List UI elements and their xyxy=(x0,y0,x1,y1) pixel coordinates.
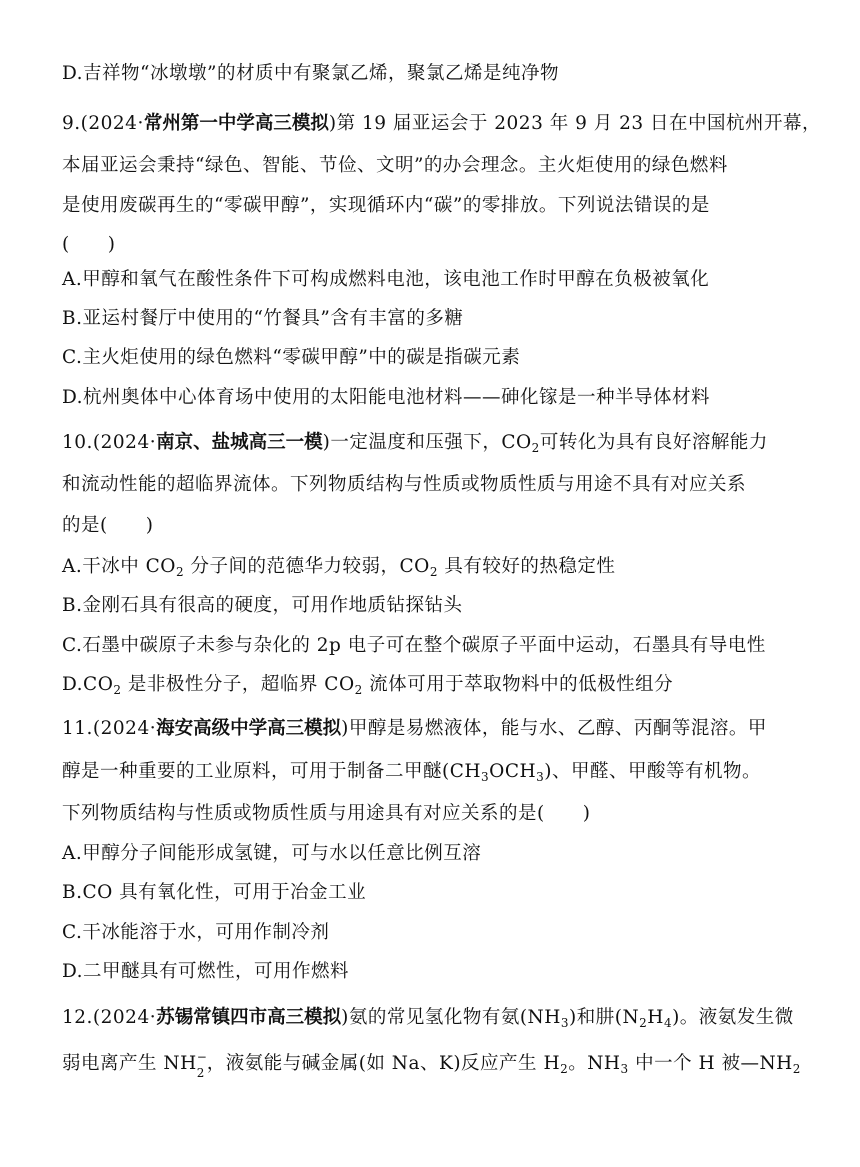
q9-option-d: D.杭州奥体中心体育场中使用的太阳能电池材料——砷化镓是一种半导体材料 xyxy=(62,387,711,408)
q10-stem-text-b: 可转化为具有良好溶解能力 xyxy=(539,432,768,453)
q12-stem-2b: ，液氨能与碱金属(如 Na、K)反应产生 H xyxy=(206,1053,561,1074)
q12-stem-2c: 。NH xyxy=(568,1053,621,1074)
q9-option-c: C.主火炬使用的绿色燃料“零碳甲醇”中的碳是指碳元素 xyxy=(62,347,521,368)
subscript-3: 3 xyxy=(560,1016,570,1030)
q10-option-a-text-2: 分子间的范德华力较弱，CO xyxy=(184,556,430,577)
q12-stem-1d: )。液氨发生微 xyxy=(672,1007,794,1028)
subscript-2: 2 xyxy=(531,441,540,455)
q11-option-a: A.甲醇分子间能形成氢键，可与水以任意比例互溶 xyxy=(62,843,482,864)
q11-stem-line-2 xyxy=(62,760,761,784)
q9-option-b: B.亚运村餐厅中使用的“竹餐具”含有丰富的多糖 xyxy=(62,308,464,329)
q10-option-b: B.金刚石具有很高的硬度，可用作地质钻探钻头 xyxy=(62,595,463,616)
subscript-3: 3 xyxy=(536,770,545,784)
q10-stem-line-3: 的是( ) xyxy=(62,515,154,536)
q10-option-a xyxy=(62,555,615,579)
q10-stem-line-1 xyxy=(62,431,768,455)
subscript-4: 4 xyxy=(663,1016,673,1030)
q10-number: 10.(2024· xyxy=(62,432,157,453)
q12-number: 12.(2024· xyxy=(62,1007,157,1028)
subscript-2: 2 xyxy=(792,1062,801,1076)
q9-source: 常州第一中学高三模拟 xyxy=(143,113,329,134)
q12-stem-1b: )和肼(N xyxy=(569,1007,640,1028)
q11-option-d: D.二甲醚具有可燃性，可用作燃料 xyxy=(62,961,350,982)
subscript-3: 3 xyxy=(620,1062,629,1076)
q10-option-d xyxy=(62,673,673,697)
q10-option-a-text-3: 具有较好的热稳定性 xyxy=(437,556,616,577)
q9-stem-line-1 xyxy=(62,112,821,136)
subscript-3: 3 xyxy=(481,770,490,784)
subscript-2: 2 xyxy=(354,683,363,697)
q11-stem-2b: OCH xyxy=(489,761,537,782)
q9-stem-text: )第 19 届亚运会于 2023 年 9 月 23 日在中国杭州开幕， xyxy=(328,113,822,134)
q12-stem-1c: H xyxy=(647,1007,664,1028)
q10-option-d-text-2: 是非极性分子，超临界 CO xyxy=(121,674,355,695)
q11-stem-line-1 xyxy=(62,717,767,741)
amide-ion-charge: − 2 xyxy=(196,1050,208,1080)
q9-stem-line-2: 本届亚运会秉持“绿色、智能、节俭、文明”的办会理念。主火炬使用的绿色燃料 xyxy=(62,155,728,176)
q9-number: 9.(2024· xyxy=(62,113,144,134)
q9-stem-line-3: 是使用废碳再生的“零碳甲醇”，实现循环内“碳”的零排放。下列说法错误的是 xyxy=(62,195,710,216)
q10-stem-line-2: 和流动性能的超临界流体。下列物质结构与性质或物质性质与用途不具有对应关系 xyxy=(62,474,747,495)
q11-option-c: C.干冰能溶于水，可用作制冷剂 xyxy=(62,922,330,943)
q11-option-b: B.CO 具有氧化性，可用于冶金工业 xyxy=(62,882,367,903)
q11-stem-2a: 醇是一种重要的工业原料，可用于制备二甲醚(CH xyxy=(62,761,482,782)
q11-number: 11.(2024· xyxy=(62,718,157,739)
q12-stem-2a: 弱电离产生 NH xyxy=(62,1053,197,1074)
q11-stem-2c: )、甲醛、甲酸等有机物。 xyxy=(544,761,761,782)
q12-stem-line-2 xyxy=(62,1050,801,1080)
q11-source: 海安高级中学高三模拟 xyxy=(156,718,342,739)
q10-source: 南京、盐城高三一模 xyxy=(156,432,323,453)
q11-stem-line-3: 下列物质结构与性质或物质性质与用途具有对应关系的是( ) xyxy=(62,803,591,824)
subscript-2: 2 xyxy=(175,565,185,579)
q12-stem-2d: 中一个 H 被—NH xyxy=(628,1053,793,1074)
subscript-2: 2 xyxy=(429,565,438,579)
q9-option-a: A.甲醇和氧气在酸性条件下可构成燃料电池，该电池工作时甲醇在负极被氧化 xyxy=(62,269,710,290)
q11-stem-text: )甲醇是易燃液体，能与水、乙醇、丙酮等混溶。甲 xyxy=(341,718,767,739)
subscript-2: 2 xyxy=(560,1062,569,1076)
q9-answer-blank: ( ) xyxy=(62,234,116,255)
subscript-2: 2 xyxy=(113,683,122,697)
q10-option-d-text-3: 流体可用于萃取物料中的低极性组分 xyxy=(362,674,674,695)
q12-stem-line-1 xyxy=(62,1006,794,1030)
subscript-2: 2 xyxy=(639,1016,648,1030)
q8-option-d: D.吉祥物“冰墩墩”的材质中有聚氯乙烯，聚氯乙烯是纯净物 xyxy=(62,63,559,84)
q12-source: 苏锡常镇四市高三模拟 xyxy=(156,1007,342,1028)
q10-stem-text-a: )一定温度和压强下，CO xyxy=(322,432,532,453)
q10-option-a-text-1: A.干冰中 CO xyxy=(62,556,176,577)
q12-stem-1a: )氨的常见氢化物有氨(NH xyxy=(341,1007,561,1028)
q10-option-d-text-1: D.CO xyxy=(62,674,114,695)
q10-option-c: C.石墨中碳原子未参与杂化的 2p 电子可在整个碳原子平面中运动，石墨具有导电性 xyxy=(62,635,766,656)
